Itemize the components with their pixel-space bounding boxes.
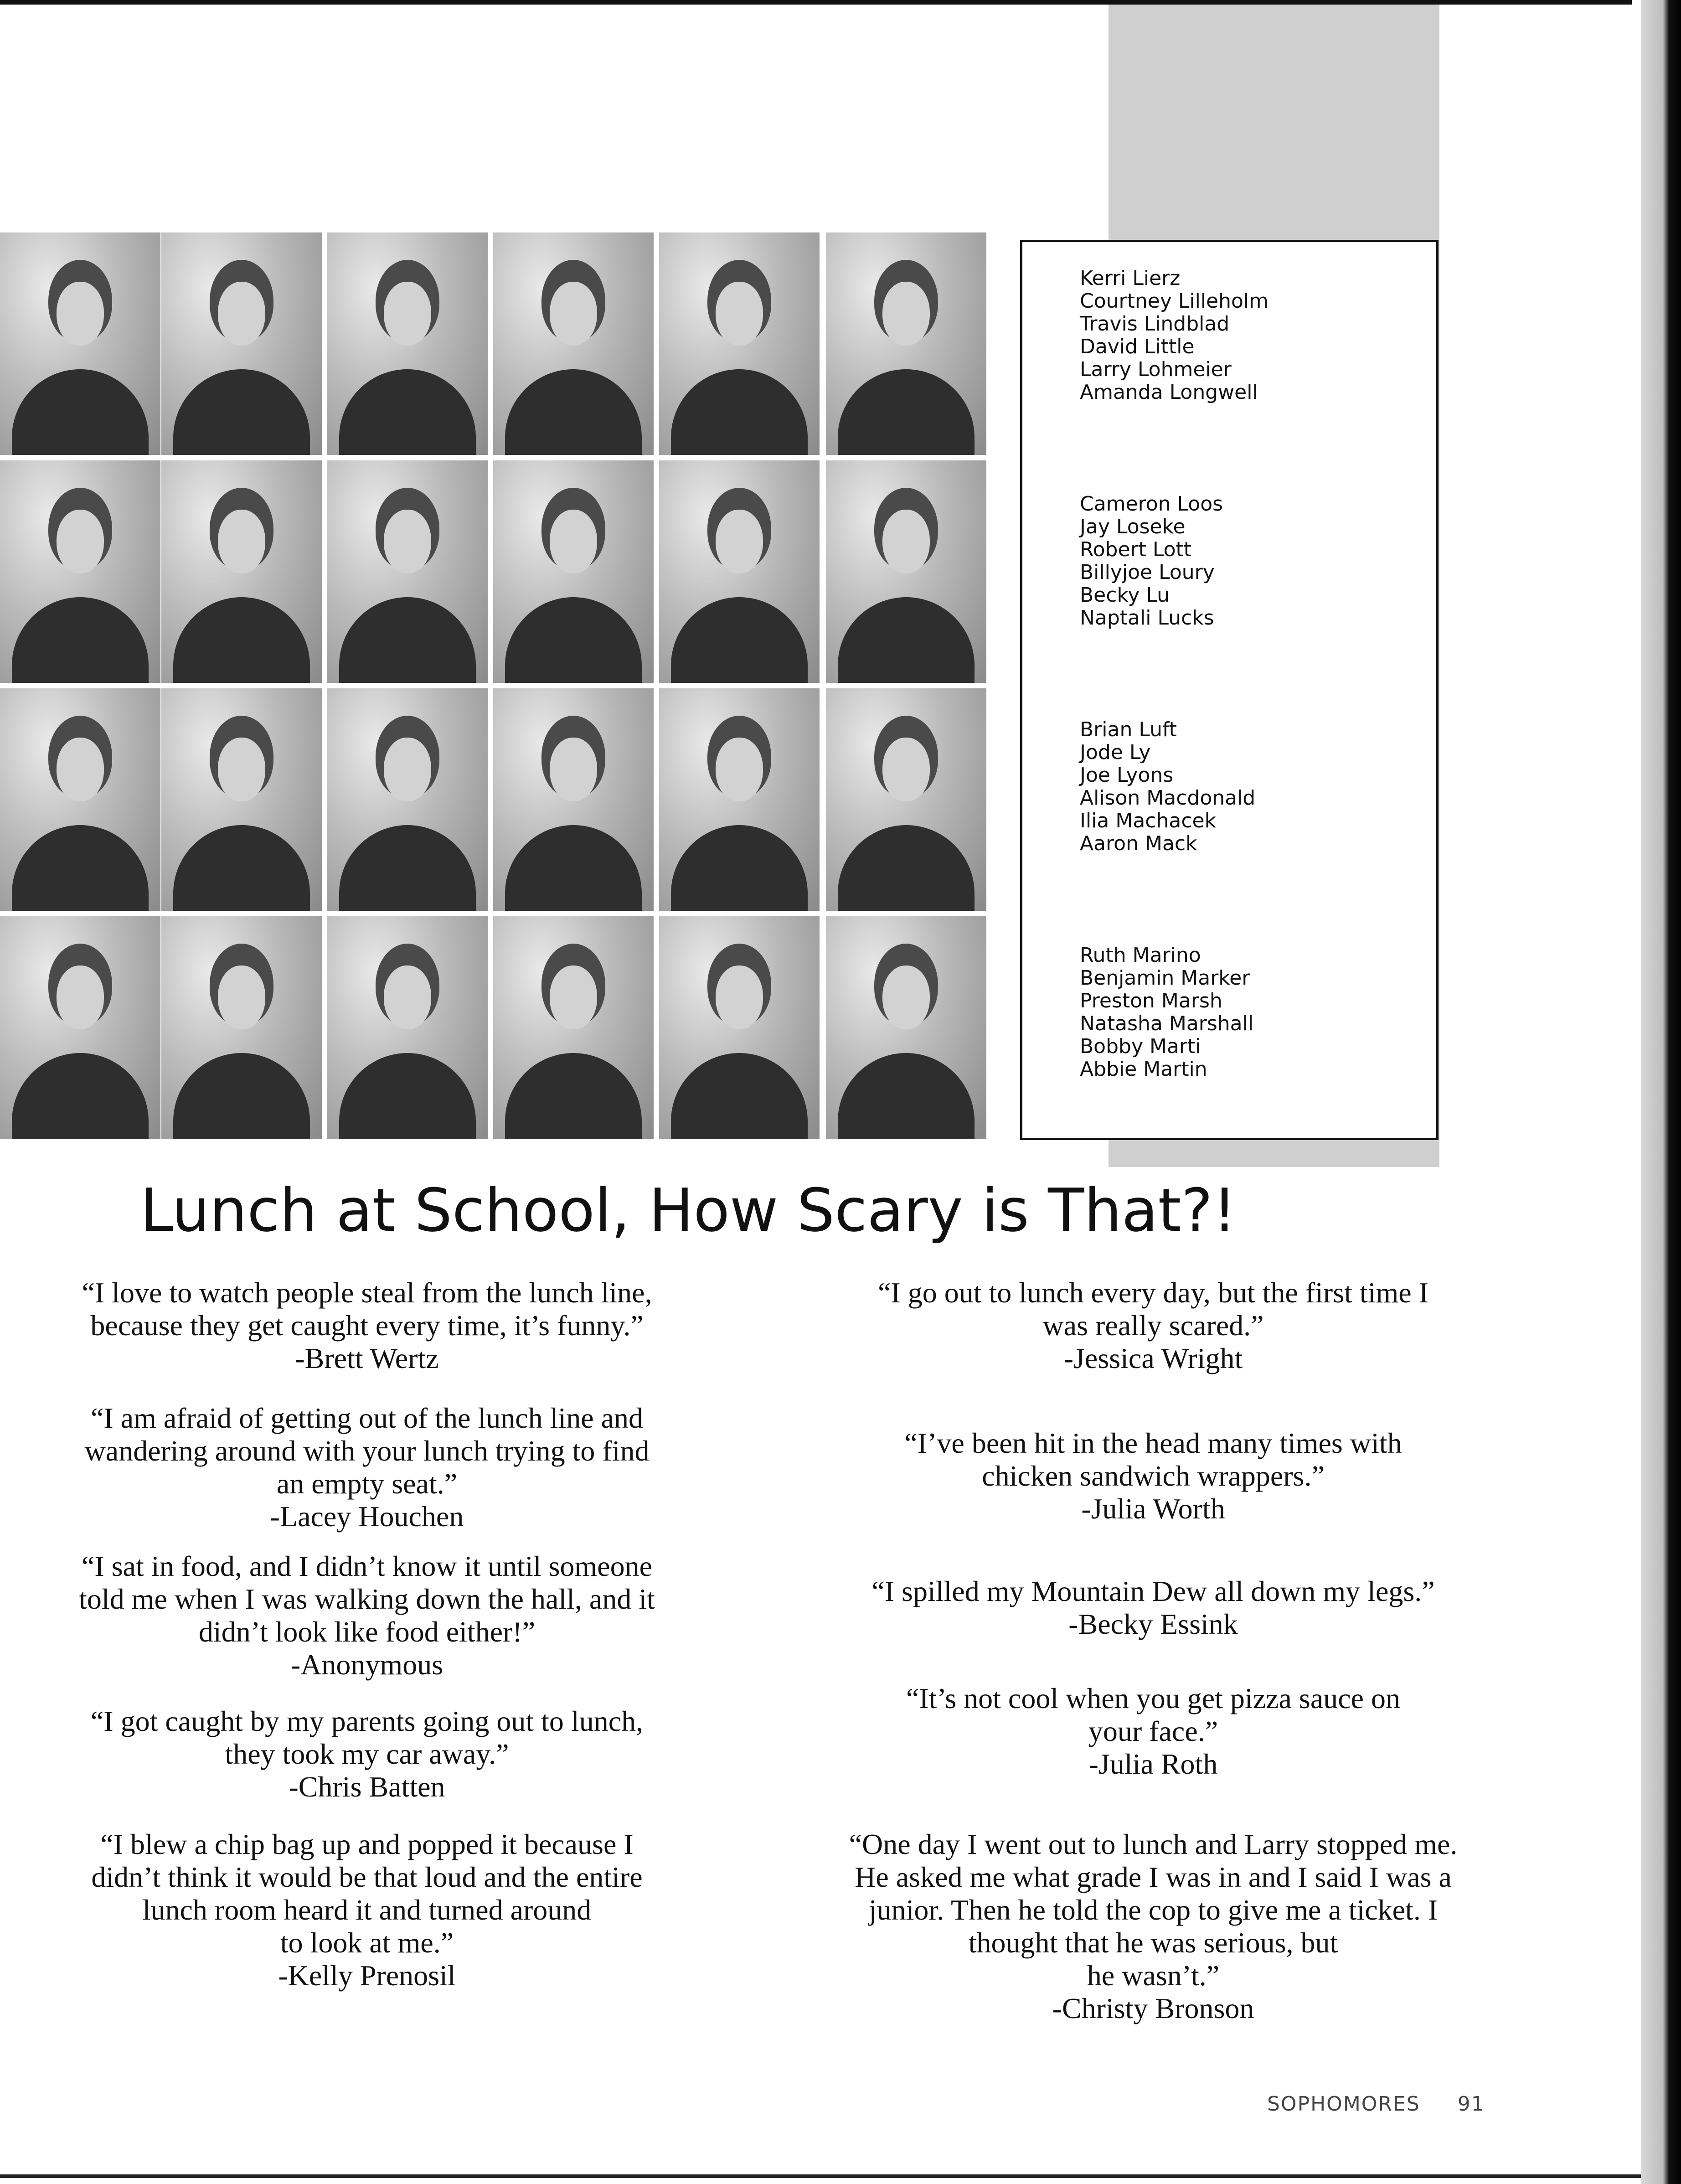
portrait-body: [671, 369, 808, 455]
portrait-face: [882, 966, 930, 1029]
portrait-face: [716, 282, 763, 346]
student-portrait: [0, 688, 160, 911]
portrait-face: [218, 510, 265, 573]
quote-attribution: -Lacey Houchen: [270, 1500, 464, 1533]
quote-line: didn’t look like food either!”: [198, 1616, 536, 1648]
quote-line: “I am afraid of getting out of the lunch line and: [90, 1402, 644, 1434]
quote-line: because they get caught every time, it’s funny.”: [90, 1309, 644, 1342]
student-name: Bobby Marti: [1080, 1035, 1201, 1058]
name-group: [1080, 718, 1255, 855]
quote-block: [775, 1575, 1531, 1641]
portrait-face: [57, 282, 104, 346]
student-name: Larry Lohmeier: [1080, 358, 1232, 381]
top-rule: [0, 0, 1632, 5]
quote-line: lunch room heard it and turned around: [142, 1894, 592, 1926]
student-portrait: [826, 460, 986, 683]
quote-line: “I go out to lunch every day, but the first time I: [878, 1276, 1428, 1309]
portrait-body: [505, 597, 642, 683]
student-portrait: [493, 232, 654, 455]
quote-line: thought that he was serious, but: [968, 1926, 1338, 1959]
quote-line: he wasn’t.”: [1087, 1959, 1220, 1992]
portrait-body: [838, 825, 975, 911]
portrait-face: [384, 510, 431, 573]
quote-block: [18, 1276, 716, 1375]
quote-attribution: -Anonymous: [290, 1648, 443, 1681]
portrait-body: [173, 369, 310, 455]
portrait-face: [384, 966, 431, 1029]
student-name: Travis Lindblad: [1080, 312, 1230, 336]
student-portrait: [493, 460, 654, 683]
student-portrait: [659, 688, 820, 911]
book-edge: [1641, 0, 1681, 2184]
portrait-body: [173, 1053, 310, 1139]
student-name: Benjamin Marker: [1080, 966, 1250, 990]
quote-block: [775, 1828, 1531, 2025]
student-name: Preston Marsh: [1080, 989, 1222, 1012]
portrait-face: [716, 966, 763, 1029]
student-portrait: [327, 232, 488, 455]
student-portrait: [826, 916, 986, 1139]
portrait-face: [550, 738, 597, 801]
student-name: Ruth Marino: [1080, 944, 1201, 967]
student-name: Jode Ly: [1080, 741, 1151, 764]
quote-line: told me when I was walking down the hall, and it: [79, 1583, 655, 1615]
portrait-body: [339, 369, 476, 455]
student-portrait: [493, 916, 654, 1139]
student-name: Natasha Marshall: [1080, 1012, 1254, 1035]
quote-line: “I spilled my Mountain Dew all down my legs.”: [871, 1575, 1435, 1607]
student-portrait: [493, 688, 654, 911]
student-portrait: [826, 232, 986, 455]
student-name: Jay Loseke: [1080, 515, 1186, 538]
student-name: Naptali Lucks: [1080, 606, 1214, 630]
student-name: Brian Luft: [1080, 718, 1177, 741]
student-name: Joe Lyons: [1080, 764, 1174, 787]
portrait-face: [882, 282, 930, 346]
quote-line: they took my car away.”: [225, 1738, 509, 1770]
portrait-face: [384, 282, 431, 346]
portrait-grid: [0, 232, 989, 1141]
portrait-body: [12, 1053, 149, 1139]
portrait-body: [12, 369, 149, 455]
quote-line: “One day I went out to lunch and Larry stopped me.: [849, 1828, 1458, 1860]
portrait-face: [882, 510, 930, 573]
quote-block: [775, 1427, 1531, 1525]
quote-attribution: -Christy Bronson: [1052, 1992, 1254, 2024]
quote-attribution: -Julia Roth: [1088, 1748, 1218, 1780]
section-label: SOPHOMORES: [1267, 2092, 1420, 2116]
quote-line: an empty seat.”: [276, 1467, 458, 1500]
student-portrait: [659, 460, 820, 683]
name-group: [1080, 493, 1223, 630]
page-footer: [1267, 2092, 1485, 2116]
name-group: [1080, 944, 1253, 1081]
quote-line: wandering around with your lunch trying to find: [84, 1435, 650, 1467]
portrait-face: [882, 738, 930, 801]
quote-block: [18, 1550, 716, 1681]
student-portrait: [161, 460, 322, 683]
portrait-face: [218, 966, 265, 1029]
portrait-body: [12, 597, 149, 683]
student-portrait: [0, 232, 160, 455]
quote-block: [18, 1828, 716, 1992]
quote-block: [18, 1402, 716, 1533]
portrait-face: [550, 966, 597, 1029]
portrait-face: [384, 738, 431, 801]
names-box: [1020, 240, 1439, 1140]
quote-line: didn’t think it would be that loud and the entire: [91, 1861, 643, 1893]
portrait-body: [505, 369, 642, 455]
portrait-body: [173, 597, 310, 683]
quote-line: chicken sandwich wrappers.”: [982, 1460, 1325, 1492]
quote-line: your face.”: [1088, 1715, 1218, 1747]
student-name: David Little: [1080, 335, 1195, 358]
student-name: Cameron Loos: [1080, 492, 1223, 516]
student-portrait: [327, 916, 488, 1139]
student-portrait: [161, 232, 322, 455]
quote-attribution: -Brett Wertz: [295, 1342, 439, 1374]
student-name: Kerri Lierz: [1080, 267, 1181, 290]
headline: Lunch at School, How Scary is That?!: [140, 1176, 1237, 1245]
portrait-face: [57, 966, 104, 1029]
quote-line: “It’s not cool when you get pizza sauce on: [906, 1682, 1401, 1714]
quote-line: junior. Then he told the cop to give me a ticket. I: [868, 1894, 1438, 1926]
quote-attribution: -Julia Worth: [1081, 1492, 1225, 1525]
quote-line: was really scared.”: [1042, 1309, 1264, 1342]
student-name: Aaron Mack: [1080, 832, 1197, 855]
student-name: Billyjoe Loury: [1080, 561, 1215, 584]
student-portrait: [0, 460, 160, 683]
student-portrait: [161, 688, 322, 911]
quote-block: [18, 1705, 716, 1803]
portrait-body: [339, 597, 476, 683]
portrait-face: [550, 282, 597, 346]
student-name: Amanda Longwell: [1080, 381, 1258, 404]
portrait-face: [57, 510, 104, 573]
quote-attribution: -Chris Batten: [289, 1771, 445, 1803]
portrait-face: [57, 738, 104, 801]
student-name: Alison Macdonald: [1080, 786, 1256, 810]
quote-line: “I’ve been hit in the head many times with: [904, 1427, 1402, 1459]
student-name: Ilia Machacek: [1080, 809, 1217, 832]
portrait-body: [173, 825, 310, 911]
student-name: Becky Lu: [1080, 583, 1170, 607]
quote-line: “I sat in food, and I didn’t know it until someone: [82, 1550, 652, 1582]
quote-block: [775, 1276, 1531, 1375]
portrait-body: [838, 369, 975, 455]
portrait-face: [218, 282, 265, 346]
student-portrait: [327, 460, 488, 683]
page-number: 91: [1457, 2092, 1485, 2116]
portrait-face: [550, 510, 597, 573]
student-portrait: [161, 916, 322, 1139]
student-name: Robert Lott: [1080, 538, 1192, 561]
student-name: Courtney Lilleholm: [1080, 289, 1269, 313]
quote-line: “I got caught by my parents going out to lunch,: [90, 1705, 644, 1737]
portrait-body: [505, 825, 642, 911]
portrait-face: [716, 510, 763, 573]
student-portrait: [659, 232, 820, 455]
student-portrait: [826, 688, 986, 911]
bottom-rule: [0, 2174, 1641, 2178]
quote-attribution: -Becky Essink: [1068, 1608, 1238, 1640]
portrait-body: [838, 597, 975, 683]
portrait-face: [716, 738, 763, 801]
student-portrait: [659, 916, 820, 1139]
quote-block: [775, 1682, 1531, 1781]
quote-line: He asked me what grade I was in and I said I was a: [855, 1861, 1452, 1893]
portrait-face: [218, 738, 265, 801]
portrait-body: [671, 1053, 808, 1139]
portrait-body: [339, 825, 476, 911]
portrait-body: [505, 1053, 642, 1139]
quote-line: “I blew a chip bag up and popped it because I: [100, 1828, 634, 1860]
student-portrait: [327, 688, 488, 911]
quote-attribution: -Jessica Wright: [1063, 1342, 1243, 1374]
quote-attribution: -Kelly Prenosil: [278, 1959, 456, 1992]
portrait-body: [671, 597, 808, 683]
portrait-body: [671, 825, 808, 911]
name-group: [1080, 267, 1268, 404]
portrait-body: [12, 825, 149, 911]
portrait-body: [339, 1053, 476, 1139]
student-portrait: [0, 916, 160, 1139]
quote-line: to look at me.”: [280, 1926, 454, 1959]
portrait-body: [838, 1053, 975, 1139]
quote-line: “I love to watch people steal from the lunch line,: [82, 1276, 652, 1309]
student-name: Abbie Martin: [1080, 1058, 1207, 1081]
